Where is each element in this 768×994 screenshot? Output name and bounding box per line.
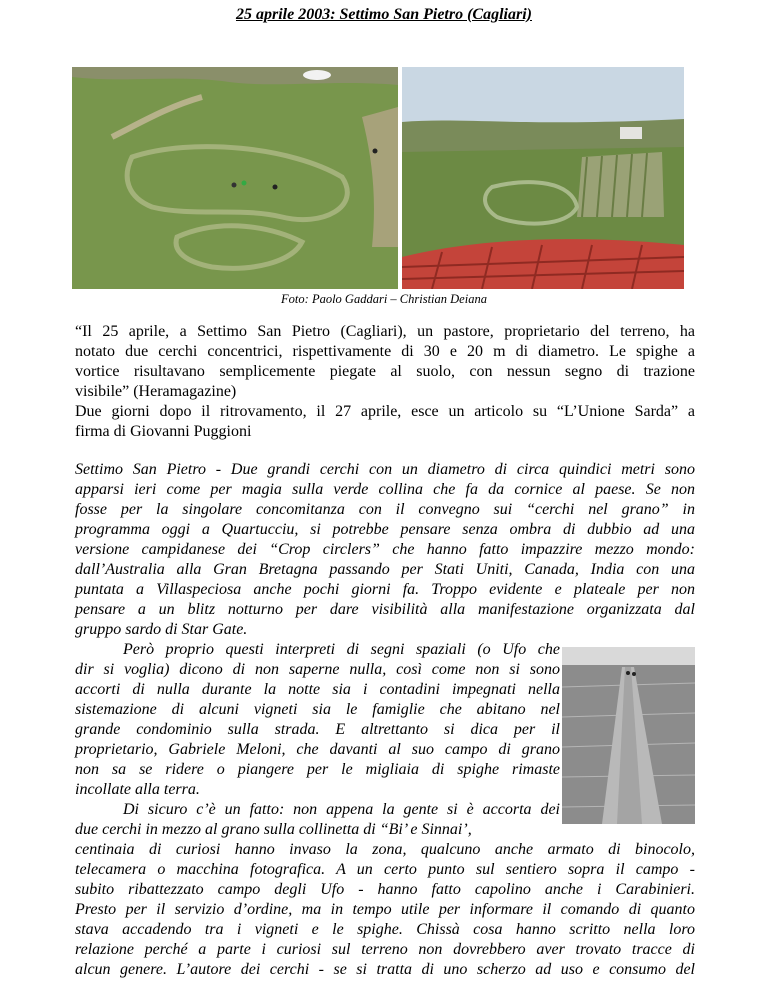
text-line: proprietario, Gabriele Meloni, che davanti al suo campo di grano: [75, 741, 560, 758]
text-line: stava accadendo tra i vigneti e le spighe. Chissà cosa hanno scritto nella loro: [75, 921, 695, 938]
text-line: accorti di nulla durante la notte sia i contadini impegnati nella: [75, 681, 560, 698]
text-line: grande condominio sulla strada. E altrettanto si dica per il: [75, 721, 560, 738]
text-line: sistemazione di alcuni vigneti sia le famiglie che abitano nel: [75, 701, 560, 718]
text-line: due cerchi in mezzo al grano sulla collinetta di “Bi’ e Sinnai’,: [75, 821, 472, 838]
text-line: apparsi ieri come per magia sulla verde collina che fa da cornice al paese. Se non: [75, 481, 695, 498]
text-line: Settimo San Pietro - Due grandi cerchi con un diametro di circa quindici metri sono: [75, 461, 695, 478]
text-line: Però proprio questi interpreti di segni spaziali (o Ufo che: [123, 641, 560, 658]
text-line: notato due cerchi concentrici, rispettivamente di 30 e 20 m di diametro. Le spighe a: [75, 343, 695, 360]
text-line: pensare a un blitz notturno per dare visibilità alla manifestazione organizzata dal: [75, 601, 695, 618]
text-line: “Il 25 aprile, a Settimo San Pietro (Cagliari), un pastore, proprietario del terreno, ha: [75, 323, 695, 340]
photo-caption: Foto: Paolo Gaddari – Christian Deiana: [281, 292, 487, 306]
text-line: subito ribattezzato campo degli Ufo - hanno fatto capolino anche i Carabinieri.: [75, 881, 695, 898]
text-line: firma di Giovanni Puggioni: [75, 423, 252, 440]
text-line: gruppo sardo di Star Gate.: [75, 621, 248, 638]
text-line: programma oggi a Quartucciu, si potrebbe pensare senza ombra di dubbio ad una: [75, 521, 695, 538]
text-line: puntata a Villaspeciosa anche pochi giorni fa. Troppo evidente e plateale per non: [75, 581, 695, 598]
text-line: telecamera o macchina fotografica. A un certo punto sul sentiero sopra il campo -: [75, 861, 695, 878]
text-line: relazione perché a parte i curiosi sul terreno non dovrebbero aver trovato tracce di: [75, 941, 695, 958]
quote-paragraph: [75, 322, 695, 402]
text-line: alcun genere. L’autore dei cerchi - se si tratta di uno scherzo ad uso e consumo del: [75, 961, 695, 978]
field-path-photo: [562, 647, 695, 824]
crop-circle-aerial-photo-left: [72, 67, 398, 289]
text-line: incollate alla terra.: [75, 781, 200, 798]
page-title: 25 aprile 2003: Settimo San Pietro (Cagliari): [235, 6, 532, 23]
text-line: vortice risultavano semplicemente piegate al suolo, con nessun segno di trazione: [75, 363, 695, 380]
text-line: centinaia di curiosi hanno invaso la zona, qualcuno anche armato di binocolo,: [75, 841, 695, 858]
text-line: dir si voglia) dicono di non saperne nulla, così come non si sono: [75, 661, 560, 678]
text-line: dall’Australia alla Gran Bretagna passando per Stati Uniti, Canada, India con una: [75, 561, 695, 578]
text-line: non sa se ridere o piangere per le migliaia di spighe rimaste: [75, 761, 560, 778]
text-line: versione campidanese dei “Crop circlers” che hanno fatto impazzire mezzo mondo:: [75, 541, 695, 558]
photo-pair: [72, 67, 684, 289]
crop-circle-aerial-photo-right: [402, 67, 684, 289]
text-line: Due giorni dopo il ritrovamento, il 27 aprile, esce un articolo su “L’Unione Sarda” a: [75, 403, 695, 420]
text-line: Di sicuro c’è un fatto: non appena la gente si è accorta dei: [123, 801, 560, 818]
text-line: visibile” (Heramagazine): [75, 383, 237, 400]
text-line: Presto per il servizio d’ordine, ma in tempo utile per informare il comando di quanto: [75, 901, 695, 918]
intro-paragraph: [75, 402, 695, 442]
text-line: fosse per la singolare concomitanza con il convegno sui “cerchi nel grano” in: [75, 501, 695, 518]
